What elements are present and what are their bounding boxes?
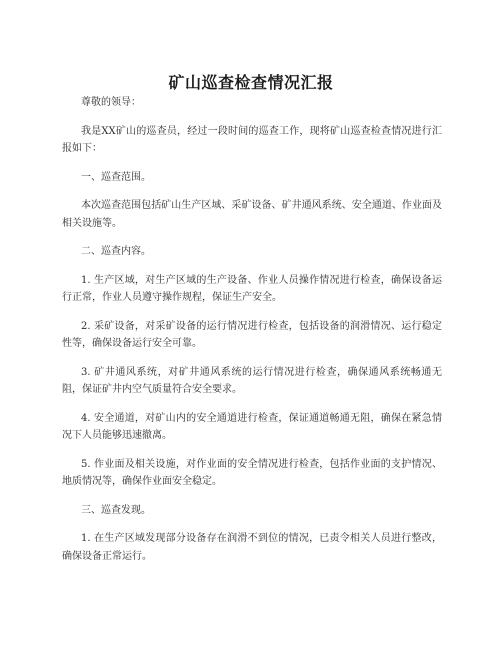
section-heading-content: 二、巡查内容。	[81, 246, 151, 257]
intro-paragraph: 我是XX矿山的巡查员，经过一段时间的巡查工作，现将矿山巡查检查情况进行汇报如下：	[62, 125, 442, 154]
content-item-5: 5. 作业面及相关设施，对作业面的安全情况进行检查，包括作业面的支护情况、地质情况等，确保作业面安全稳定。	[62, 458, 442, 487]
content-item-4: 4. 安全通道，对矿山内的安全通道进行检查，保证通道畅通无阻，确保在紧急情况下人员能够迅速撤离。	[62, 412, 442, 441]
finding-item-1: 1. 在生产区域发现部分设备存在润滑不到位的情况，已责令相关人员进行整改，确保设备正常运行。	[62, 533, 442, 562]
content-item-1: 1. 生产区域，对生产区域的生产设备、作业人员操作情况进行检查，确保设备运行正常，作业人员遵守操作规程，保证生产安全。	[62, 274, 442, 303]
scope-paragraph: 本次巡查范围包括矿山生产区域、采矿设备、矿井通风系统、安全通道、作业面及相关设施等。	[62, 200, 442, 229]
salutation: 尊敬的领导：	[81, 97, 141, 108]
section-heading-findings: 三、巡查发现。	[81, 504, 151, 516]
document-title: 矿山巡查检查情况汇报	[168, 72, 334, 92]
section-heading-scope: 一、巡查范围。	[81, 171, 151, 183]
content-item-3: 3. 矿井通风系统，对矿井通风系统的运行情况进行检查，确保通风系统畅通无阻，保证矿井内空气质量符合安全要求。	[62, 366, 442, 395]
document-body	[62, 94, 442, 576]
content-item-2: 2. 采矿设备，对采矿设备的运行情况进行检查，包括设备的润滑情况、运行稳定性等，确保设备运行安全可靠。	[62, 320, 442, 349]
